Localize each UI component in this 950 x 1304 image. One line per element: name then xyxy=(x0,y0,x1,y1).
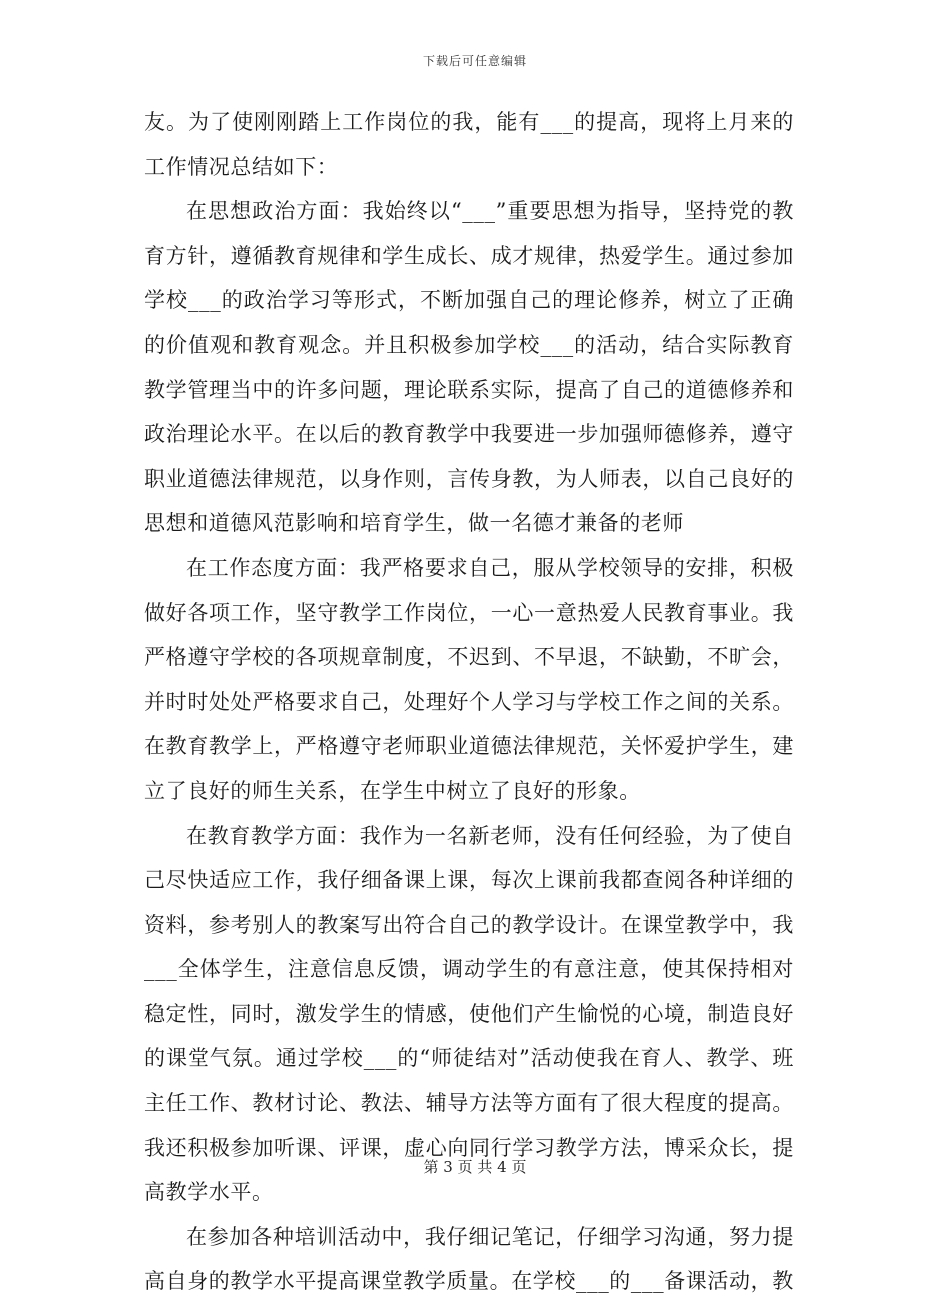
paragraph-teaching: 在教育教学方面：我作为一名新老师，没有任何经验，为了使自己尽快适应工作，我仔细备课上课，每次上课前我都查阅各种详细的资料，参考别人的教案写出符合自己的教学设计。在课堂教学中，我___全体学生，注意信息反馈，调动学生的有意注意，使其保持相对稳定性，同时，激发学生的情感，使他们产生愉悦的心境，制造良好的课堂气氛。通过学校___的“师徒结对”活动使我在育人、教学、班主任工作、教材讨论、教法、辅导方法等方面有了很大程度的提高。我还积极参加听课、评课，虚心向同行学习教学方法，博采众长，提高教学水平。 xyxy=(144,823,794,1205)
document-body xyxy=(144,100,794,1304)
page-header-note: 下载后可任意编辑 xyxy=(422,54,527,68)
paragraph-ideology: 在思想政治方面：我始终以“___”重要思想为指导，坚持党的教育方针，遵循教育规律和学生成长、成才规律，热爱学生。通过参加学校___的政治学习等形式，不断加强自己的理论修养，树立了正确的价值观和教育观念。并且积极参加学校___的活动，结合实际教育教学管理当中的许多问题，理论联系实际，提高了自己的道德修养和政治理论水平。在以后的教育教学中我要进一步加强师德修养，遵守职业道德法律规范，以身作则，言传身教，为人师表，以自己良好的思想和道德风范影响和培育学生，做一名德才兼备的老师 xyxy=(144,199,794,536)
paragraph-training: 在参加各种培训活动中，我仔细记笔记，仔细学习沟通，努力提高自身的教学水平提高课堂教学质量。在学校___的___备课活动，教 xyxy=(144,1224,794,1294)
paragraph-work-attitude: 在工作态度方面：我严格要求自己，服从学校领导的安排，积极做好各项工作，坚守教学工作岗位，一心一意热爱人民教育事业。我严格遵守学校的各项规章制度，不迟到、不早退，不缺勤，不旷会，并时时处处严格要求自己，处理好个人学习与学校工作之间的关系。在教育教学上，严格遵守老师职业道德法律规范，关怀爱护学生，建立了良好的师生关系，在学生中树立了良好的形象。 xyxy=(144,555,794,803)
page-number-footer: 第 3 页 共 4 页 xyxy=(423,1158,527,1176)
paragraph-continuation: 友。为了使刚刚踏上工作岗位的我，能有___的提高，现将上月来的工作情况总结如下： xyxy=(144,110,794,179)
